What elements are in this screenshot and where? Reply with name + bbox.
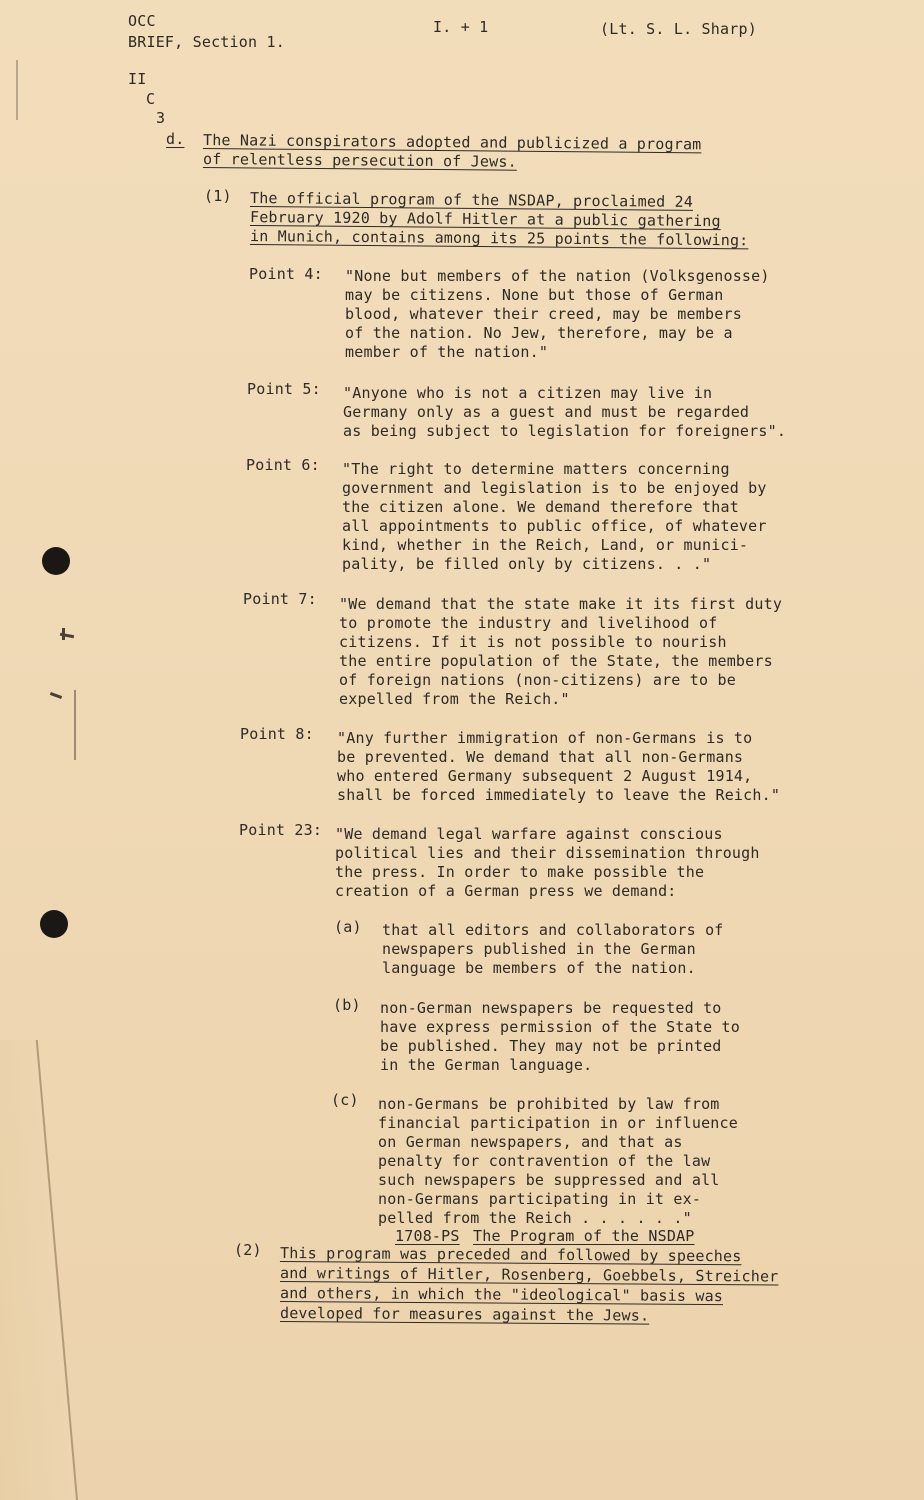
subpoint-label: (b) xyxy=(333,996,361,1014)
outline-level3: 3 xyxy=(156,109,166,127)
outline-level2: C xyxy=(146,90,156,108)
point-line: member of the nation." xyxy=(345,343,549,361)
item2-line: and writings of Hitler, Rosenberg, Goebbels, Streicher xyxy=(279,1264,779,1286)
margin-mark xyxy=(62,628,65,640)
point-line: all appointments to public office, of whatever xyxy=(342,517,767,535)
header-occ: OCC xyxy=(128,12,156,30)
header-author: (Lt. S. L. Sharp) xyxy=(600,20,757,38)
point-line: the entire population of the State, the members xyxy=(339,652,773,670)
outline-level1: II xyxy=(128,70,147,88)
header-page-ref: I. + 1 xyxy=(433,18,489,36)
subpoint-label: (c) xyxy=(331,1091,359,1109)
point-label: Point 8: xyxy=(240,725,314,743)
point-line: the press. In order to make possible the xyxy=(335,863,705,881)
point-line: the citizen alone. We demand therefore that xyxy=(342,498,739,516)
margin-mark xyxy=(74,690,76,760)
item2-line: and others, in which the "ideological" basis was xyxy=(279,1284,724,1306)
point-label: Point 7: xyxy=(243,590,317,608)
subpoint-line: non-Germans be prohibited by law from xyxy=(378,1095,720,1113)
point-label: Point 5: xyxy=(247,380,321,398)
point-line: "None but members of the nation (Volksgenosse) xyxy=(345,267,770,285)
item1-line: February 1920 by Adolf Hitler at a public gathering xyxy=(249,208,721,231)
point-line: shall be forced immediately to leave the Reich." xyxy=(337,786,781,804)
point-line: who entered Germany subsequent 2 August 1914, xyxy=(337,767,753,785)
point-line: blood, whatever their creed, may be members xyxy=(345,305,742,323)
subpoint-line: financial participation in or influence xyxy=(378,1114,738,1132)
item2-line: This program was preceded and followed by speeches xyxy=(279,1244,742,1266)
point-line: "We demand legal warfare against conscious xyxy=(335,825,723,843)
point-line: "We demand that the state make it its first duty xyxy=(339,595,783,613)
item2-line: developed for measures against the Jews. xyxy=(279,1304,650,1325)
subpoint-line: that all editors and collaborators of xyxy=(382,921,724,939)
subpoint-label: (a) xyxy=(334,918,362,936)
subpoint-line: penalty for contravention of the law xyxy=(378,1152,711,1170)
subpoint-line: on German newspapers, and that as xyxy=(378,1133,683,1151)
punch-hole-top xyxy=(42,547,70,575)
header-brief: BRIEF, Section 1. xyxy=(128,33,285,51)
point-line: "Any further immigration of non-Germans is to xyxy=(337,729,753,747)
section-d-label: d. xyxy=(166,130,185,148)
point-label: Point 4: xyxy=(249,265,323,283)
subpoint-line: be published. They may not be printed xyxy=(380,1037,722,1055)
section-d-line: of relentless persecution of Jews. xyxy=(202,150,517,171)
citation-title: The Program of the NSDAP xyxy=(473,1227,695,1245)
point-line: expelled from the Reich." xyxy=(339,690,570,708)
point-line: political lies and their dissemination through xyxy=(335,844,760,862)
folded-page-edge xyxy=(0,1040,78,1500)
subpoint-line: pelled from the Reich . . . . . ." xyxy=(378,1209,692,1227)
point-line: as being subject to legislation for foreigners". xyxy=(343,422,787,440)
point-line: of the nation. No Jew, therefore, may be a xyxy=(345,324,733,342)
point-line: citizens. If it is not possible to nourish xyxy=(339,633,727,651)
subpoint-line: language be members of the nation. xyxy=(382,959,696,977)
item1-label: (1) xyxy=(204,187,232,205)
point-line: Germany only as a guest and must be regarded xyxy=(343,403,750,421)
point-label: Point 6: xyxy=(246,456,320,474)
point-line: "Anyone who is not a citizen may live in xyxy=(343,384,713,402)
subpoint-line: non-Germans participating in it ex- xyxy=(378,1190,702,1208)
point-label: Point 23: xyxy=(239,821,323,839)
point-line: be prevented. We demand that all non-Germans xyxy=(337,748,744,766)
section-d-line: The Nazi conspirators adopted and publicized a program xyxy=(202,131,702,154)
point-line: pality, be filled only by citizens. . ." xyxy=(342,555,712,573)
margin-mark xyxy=(50,692,62,699)
subpoint-line: have express permission of the State to xyxy=(380,1018,740,1036)
point-line: of foreign nations (non-citizens) are to be xyxy=(339,671,736,689)
punch-hole-bottom xyxy=(40,910,68,938)
citation-doc: 1708-PS xyxy=(395,1227,460,1245)
item1-line: in Munich, contains among its 25 points the following: xyxy=(249,227,749,250)
point-line: to promote the industry and livelihood of xyxy=(339,614,718,632)
item1-line: The official program of the NSDAP, proclaimed 24 xyxy=(249,189,694,211)
point-line: kind, whether in the Reich, Land, or munici- xyxy=(342,536,749,554)
point-line: creation of a German press we demand: xyxy=(335,882,677,900)
point-line: "The right to determine matters concerning xyxy=(342,460,730,478)
point-line: may be citizens. None but those of German xyxy=(345,286,724,304)
subpoint-line: newspapers published in the German xyxy=(382,940,696,958)
subpoint-line: such newspapers be suppressed and all xyxy=(378,1171,720,1189)
subpoint-line: non-German newspapers be requested to xyxy=(380,999,722,1017)
point-line: government and legislation is to be enjoyed by xyxy=(342,479,767,497)
subpoint-line: in the German language. xyxy=(380,1056,593,1074)
margin-mark xyxy=(16,60,18,120)
item2-label: (2) xyxy=(234,1241,262,1259)
